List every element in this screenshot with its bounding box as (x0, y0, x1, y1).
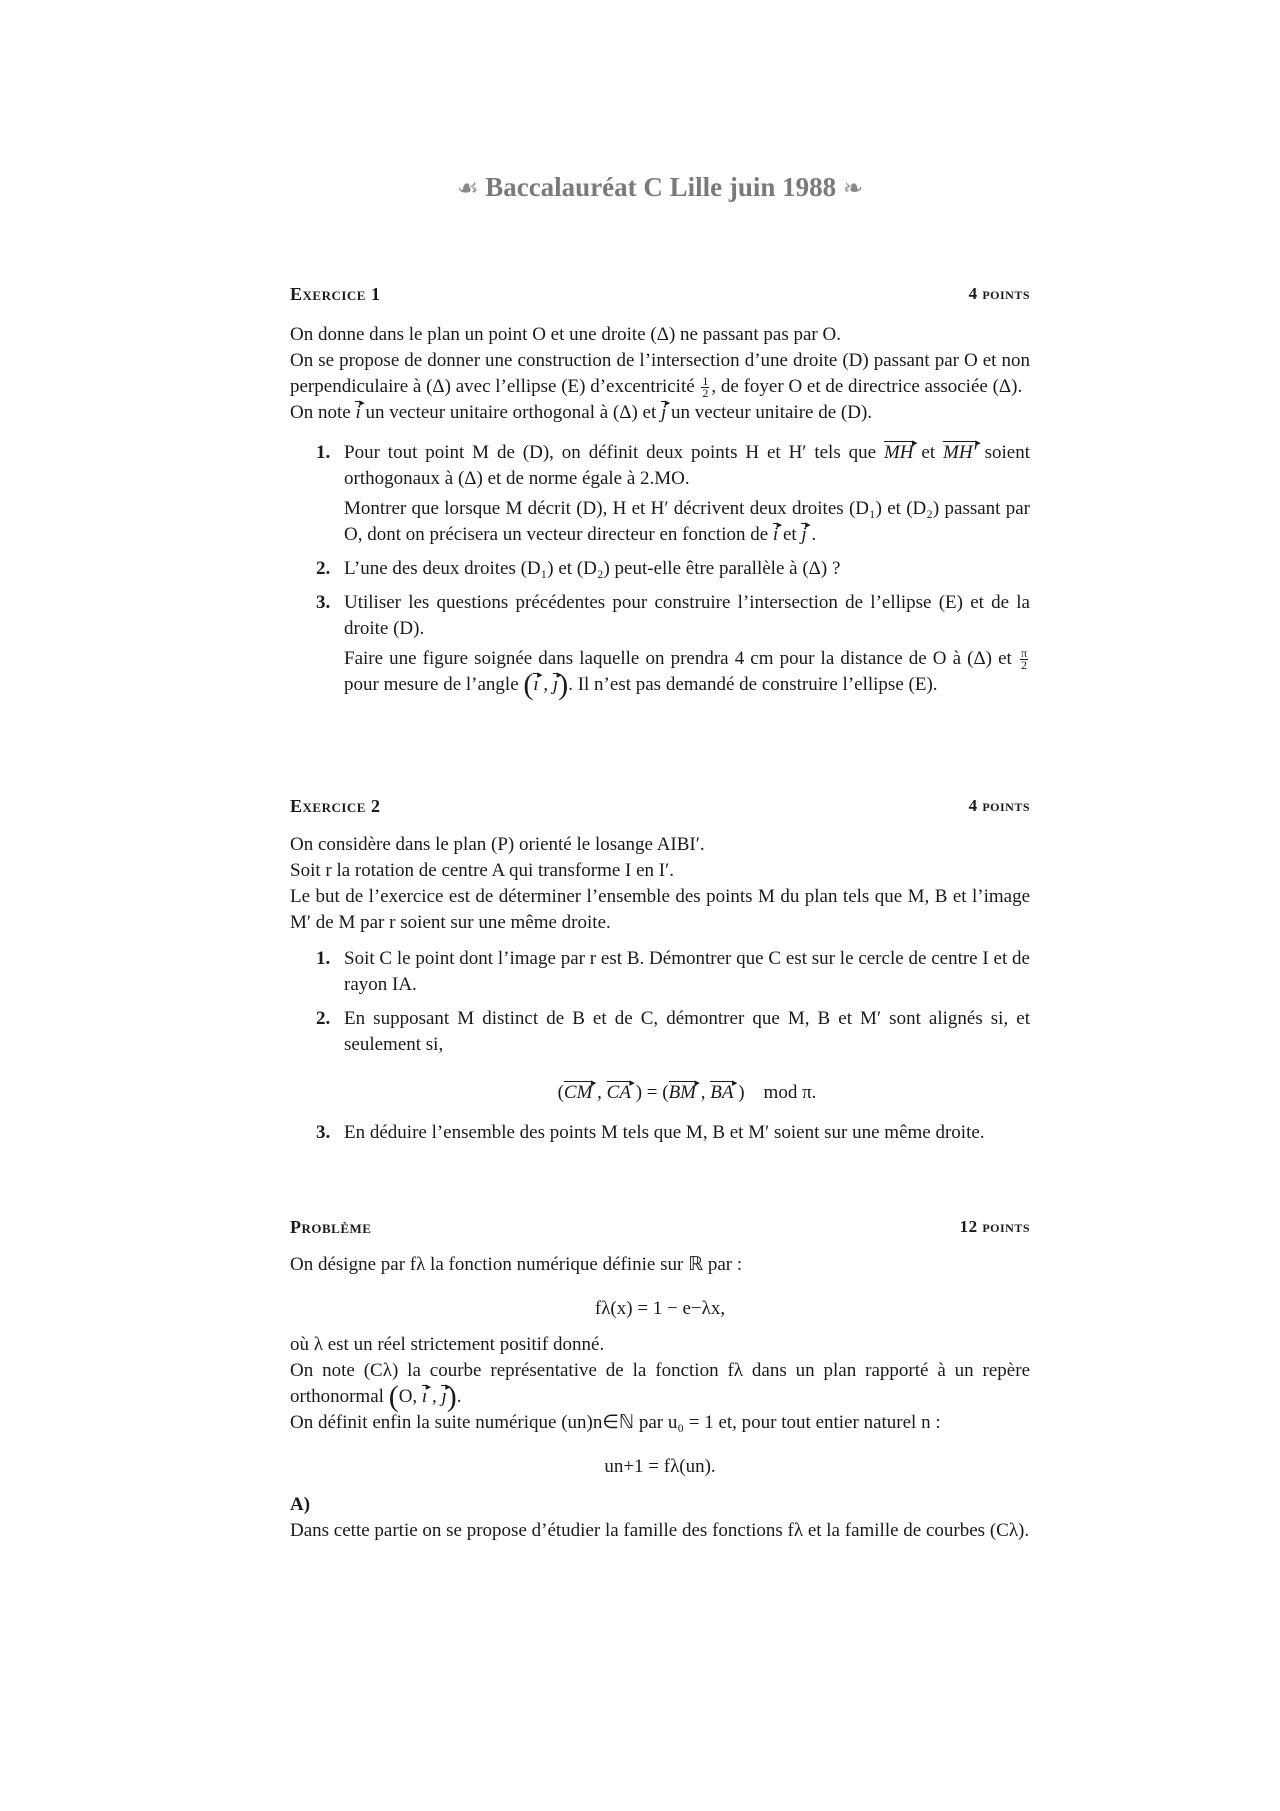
ex2-questions (290, 946, 1030, 1146)
ex1-questions (290, 440, 1030, 701)
ornament-left-icon: ☙ (456, 176, 479, 202)
page-title (290, 172, 1030, 203)
ex1-question-1: 1. Pour tout point M de (D), on définit deux points H et H′ tels que MH ▸ et MH′ ▸ soient orthogonaux à (Δ) et de norme égale à 2.MO. Montrer que lorsque M décrit (D), H et H′ décrivent deux droites (D₁) et (D₂) passant par O, dont on précisera un vecteur directeur en fonction de i ▸ et j ▸ . (290, 440, 1030, 548)
exercise-2-body (290, 832, 1030, 1154)
prob-recurrence: un+1 = fλ(un). (604, 1456, 716, 1477)
ex1-intro-3: On note i ▸ un vecteur unitaire orthogonal à (Δ) et j ▸ un vecteur unitaire de (D). (290, 400, 1030, 426)
exercise-2-title: Exercice 2 (290, 796, 381, 816)
ex1-question-2: 2. L’une des deux droites (D₁) et (D₂) peut-elle être parallèle à (Δ) ? (316, 558, 841, 579)
prob-intro-2: où λ est un réel strictement positif donné. (290, 1334, 605, 1355)
exercise-1-points: 4 points (968, 284, 1030, 303)
ex1-question-3: 3. Utiliser les questions précédentes pour construire l’intersection de l’ellipse (E) et de la droite (D). Faire une figure soignée dans laquelle on prendra 4 cm pour la distance de O à (Δ) et $\frac{\pi}{2}$ pour mesure de l’angle (ı ▸ , ȷ ▸). Il n’est pas demandé de construire l’ellipse (E). (290, 590, 1030, 698)
prob-formula: fλ(x) = 1 − e−λx, (594, 1298, 726, 1319)
probleme-header (290, 1217, 1030, 1238)
ex1-intro-1: On donne dans le plan un point O et une droite (Δ) ne passant pas par O. (290, 324, 841, 345)
ornament-right-icon: ❧ (842, 176, 864, 202)
ex2-question-2: 2. En supposant M distinct de B et de C, démontrer que M, B et M′ sont alignés si, et seulement si, (CM ▸ , CA ▸ ) = (BM ▸ , BA ▸ ) mod π. (290, 1006, 1030, 1106)
ex2-intro-3: Le but de l’exercice est de déterminer l’ensemble des points M du plan tels que M, B et l’image M′ de M par r soient sur une même droite. (290, 886, 1030, 933)
exercise-1-title: Exercice 1 (290, 284, 381, 304)
title-text: Baccalauréat C Lille juin 1988 (485, 172, 837, 202)
ex2-intro-2: Soit r la rotation de centre A qui transforme I en I′. (290, 860, 675, 881)
probleme-title: Problème (290, 1217, 372, 1237)
prob-intro-3: On note (Cλ) la courbe représentative de la fonction fλ dans un plan rapporté à un repère orthonormal (O, ı ▸ , ȷ ▸). (290, 1358, 1030, 1410)
fraction-one-half: $\frac{1}{2}$ (702, 374, 709, 401)
exercise-1-body (290, 322, 1030, 706)
exercise-2-header (290, 796, 1030, 817)
probleme-body (290, 1252, 1030, 1544)
prob-intro-4: On définit enfin la suite numérique (un)n∈ℕ par u₀ = 1 et, pour tout entier naturel n : (290, 1412, 941, 1433)
exercise-2-points: 4 points (968, 796, 1030, 815)
ex2-angle-equation: (CM ▸ , CA ▸ ) = (BM ▸ , BA ▸ ) mod π. (344, 1080, 1030, 1106)
ex2-intro-1: On considère dans le plan (P) orienté le losange AIBI′. (290, 834, 705, 855)
prob-part-a-text: Dans cette partie on se propose d’étudier la famille des fonctions fλ et la famille de courbes (Cλ). (290, 1520, 1030, 1541)
fraction-pi-over-2: $\frac{\pi}{2}$ (1020, 646, 1027, 673)
ex1-intro-2: On se propose de donner une construction de l’intersection d’une droite (D) passant par O et non perpendiculaire à (Δ) avec l’ellipse (E) d’excentricité $\frac{1}{2}$ , de foyer O et de directrice associée (Δ). (290, 350, 1030, 401)
probleme-points: 12 points (959, 1217, 1030, 1236)
ex2-question-1: 1. Soit C le point dont l’image par r est B. Démontrer que C est sur le cercle de centre I et de rayon IA. (316, 948, 1030, 995)
ex2-question-3: 3. En déduire l’ensemble des points M tels que M, B et M′ soient sur une même droite. (316, 1122, 985, 1143)
exercise-1-header (290, 284, 1030, 305)
prob-intro-1: On désigne par fλ la fonction numérique définie sur ℝ par : (290, 1254, 743, 1275)
prob-part-a: A) (290, 1494, 311, 1515)
